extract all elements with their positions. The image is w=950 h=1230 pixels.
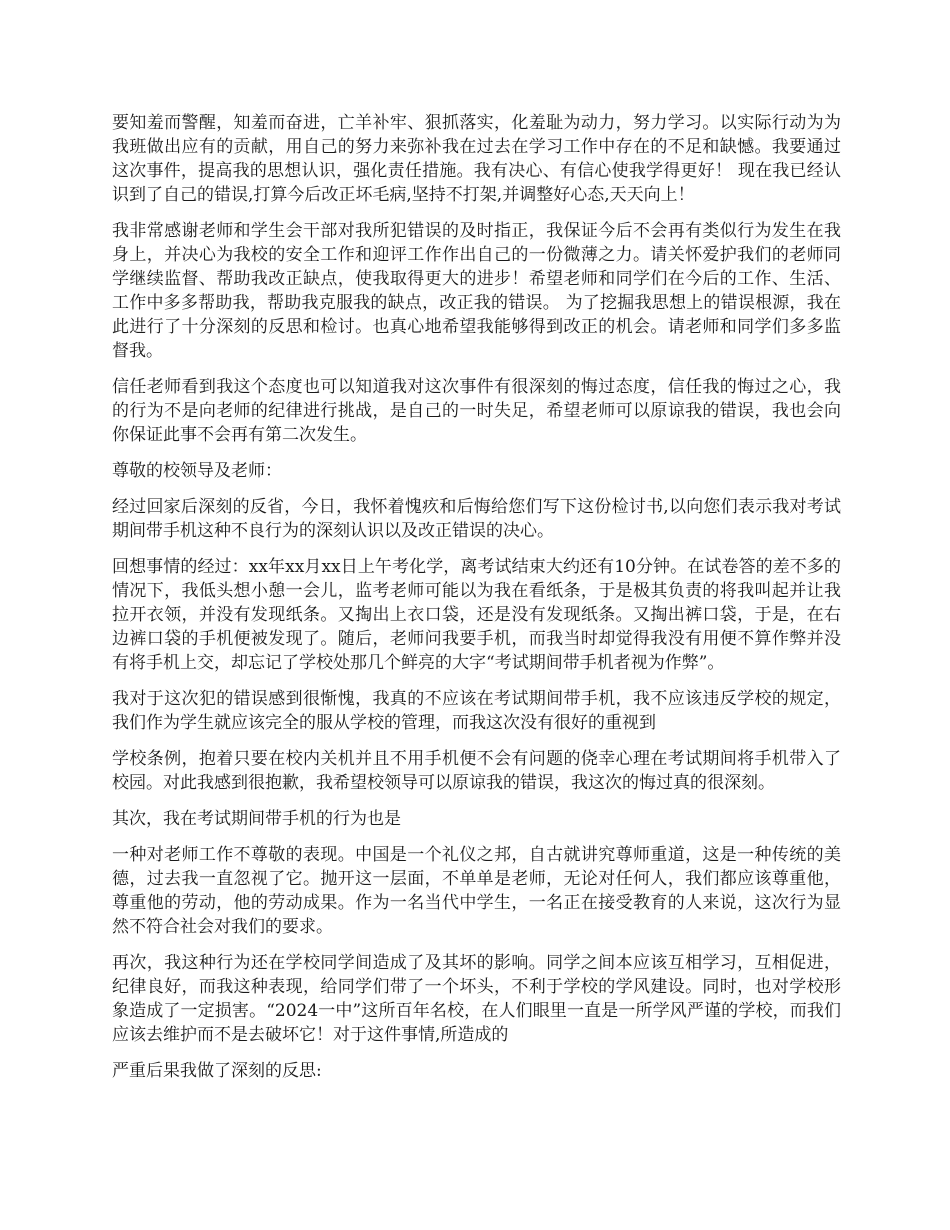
paragraph: 其次，我在考试期间带手机的行为也是: [112, 809, 401, 829]
document-page: [112, 111, 841, 1095]
paragraph: 回想事情的经过：xx年xx月xx日上午考化学，离考试结束大约还有10分钟。在试卷答的差不多的情况下，我低头想小憩一会儿，监考老师可能以为我在看纸条，于是极其负责的将我叫起并让我拉开衣领，并没有发现纸条。又掏出上衣口袋，还是没有发现纸条。又掏出裤口袋，于是，在右边裤口袋的手机便被发现了。随后，老师问我要手机，而我当时却觉得我没有用便不算作弊并没有将手机上交，却忘记了学校处那几个鲜亮的大字“考试期间带手机者视为作弊”。: [112, 557, 841, 673]
paragraph: 经过回家后深刻的反省，今日，我怀着愧疚和后悔给您们写下这份检讨书,以向您们表示我对考试期间带手机这种不良行为的深刻认识以及改正错误的决心。: [112, 497, 841, 541]
paragraph: 信任老师看到我这个态度也可以知道我对这次事件有很深刻的悔过态度，信任我的悔过之心，我的行为不是向老师的纪律进行挑战，是自己的一时失足，希望老师可以原谅我的错误，我也会向你保证此事不会再有第二次发生。: [112, 377, 841, 445]
paragraph: 再次，我这种行为还在学校同学间造成了及其坏的影响。同学之间本应该互相学习，互相促进，纪律良好，而我这种表现，给同学们带了一个坏头，不利于学校的学风建设。同时，也对学校形象造成了一定损害。“2024一中”这所百年名校，在人们眼里一直是一所学风严谨的学校，而我们应该去维护而不是去破坏它！对于这件事情,所造成的: [112, 953, 841, 1045]
paragraph: 要知羞而警醒，知羞而奋进，亡羊补牢、狠抓落实，化羞耻为动力，努力学习。以实际行动为为我班做出应有的贡献，用自己的努力来弥补我在过去在学习工作中存在的不足和缺憾。我要通过这次事件，提高我的思想认识，强化责任措施。我有决心、有信心使我学得更好！ 现在我已经认识到了自己的错误,打算今后改正坏毛病,坚持不打架,并调整好心态,天天向上！: [112, 113, 841, 205]
paragraph: 我非常感谢老师和学生会干部对我所犯错误的及时指正，我保证今后不会再有类似行为发生在我身上，并决心为我校的安全工作和迎评工作作出自己的一份微薄之力。请关怀爱护我们的老师同学继续监督、帮助我改正缺点，使我取得更大的进步！希望老师和同学们在今后的工作、生活、工作中多多帮助我，帮助我克服我的缺点，改正我的错误。 为了挖掘我思想上的错误根源，我在此进行了十分深刻的反思和检讨。也真心地希望我能够得到改正的机会。请老师和同学们多多监督我。: [112, 221, 841, 361]
paragraph: 我对于这次犯的错误感到很惭愧，我真的不应该在考试期间带手机，我不应该违反学校的规定，我们作为学生就应该完全的服从学校的管理，而我这次没有很好的重视到: [112, 689, 841, 733]
paragraph: 严重后果我做了深刻的反思:: [112, 1061, 322, 1081]
salutation: 尊敬的校领导及老师：: [112, 461, 282, 481]
paragraph: 学校条例，抱着只要在校内关机并且不用手机便不会有问题的侥幸心理在考试期间将手机带入了校园。对此我感到很抱歉，我希望校领导可以原谅我的错误，我这次的悔过真的很深刻。: [112, 749, 841, 793]
paragraph: 一种对老师工作不尊敬的表现。中国是一个礼仪之邦，自古就讲究尊师重道，这是一种传统的美德，过去我一直忽视了它。抛开这一层面，不单单是老师，无论对任何人，我们都应该尊重他，尊重他的劳动，他的劳动成果。作为一名当代中学生，一名正在接受教育的人来说，这次行为显然不符合社会对我们的要求。: [112, 845, 841, 937]
